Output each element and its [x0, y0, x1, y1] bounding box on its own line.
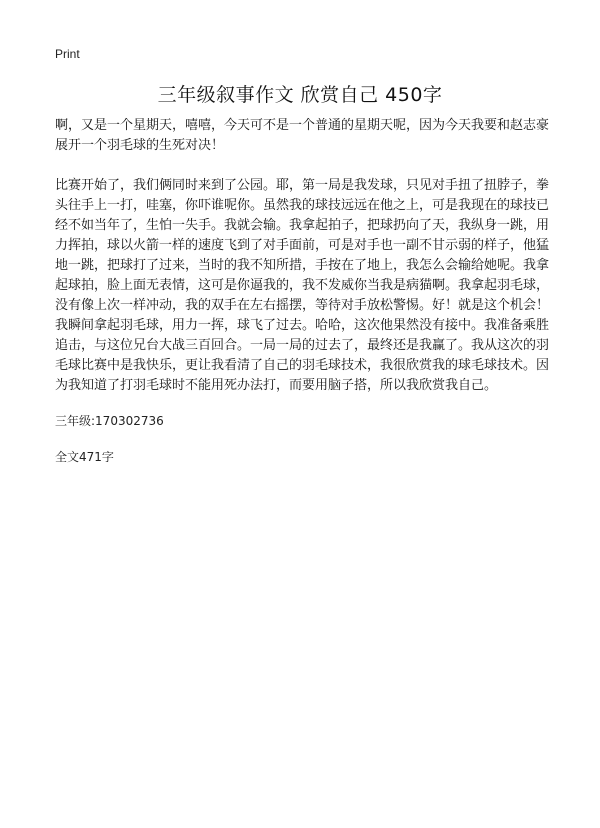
paragraph-main: 比赛开始了，我们俩同时来到了公园。耶，第一局是我发球，只见对手扭了扭脖子，拳头往手上一打，哇塞，你吓谁呢你。虽然我的球技远远在他之上，可是我现在的球技已经不如当年了，生怕一失手。我就会输。我拿起拍子，把球扔向了天，我纵身一跳，用力挥拍，球以火箭一样的速度飞到了对手面前，可是对手也一副不甘示弱的样子，他猛地一跳，把球打了过来，当时的我不知所措，手按在了地上，我怎么会输给她呢。我拿起球拍，脸上面无表情，这可是你逼我的，我不发威你当我是病猫啊。我拿起羽毛球，没有像上次一样冲动，我的双手在左右摇摆，等待对手放松警惕。好！就是这个机会！我瞬间拿起羽毛球，用力一挥，球飞了过去。哈哈，这次他果然没有接中。我准备乘胜追击，与这位兄台大战三百回合。一局一局的过去了，最终还是我赢了。我从这次的羽毛球比赛中是我快乐，更让我看清了自己的羽毛球技术，我很欣赏我的球毛球技术。因为我知道了打羽毛球时不能用死办法打，而要用脑子搭，所以我欣赏我自己。	[55, 178, 550, 393]
word-count: 全文471字	[55, 450, 114, 464]
article-title: 三年级叙事作文 欣赏自己 450字	[157, 84, 443, 106]
print-link[interactable]: Print	[55, 47, 80, 61]
grade-line: 三年级:170302736	[55, 414, 164, 428]
article-body	[55, 116, 555, 484]
paragraph-intro: 啊，又是一个星期天，嘻嘻，今天可不是一个普通的星期天呢，因为今天我要和赵志豪展开一个羽毛球的生死对决！	[55, 118, 550, 153]
